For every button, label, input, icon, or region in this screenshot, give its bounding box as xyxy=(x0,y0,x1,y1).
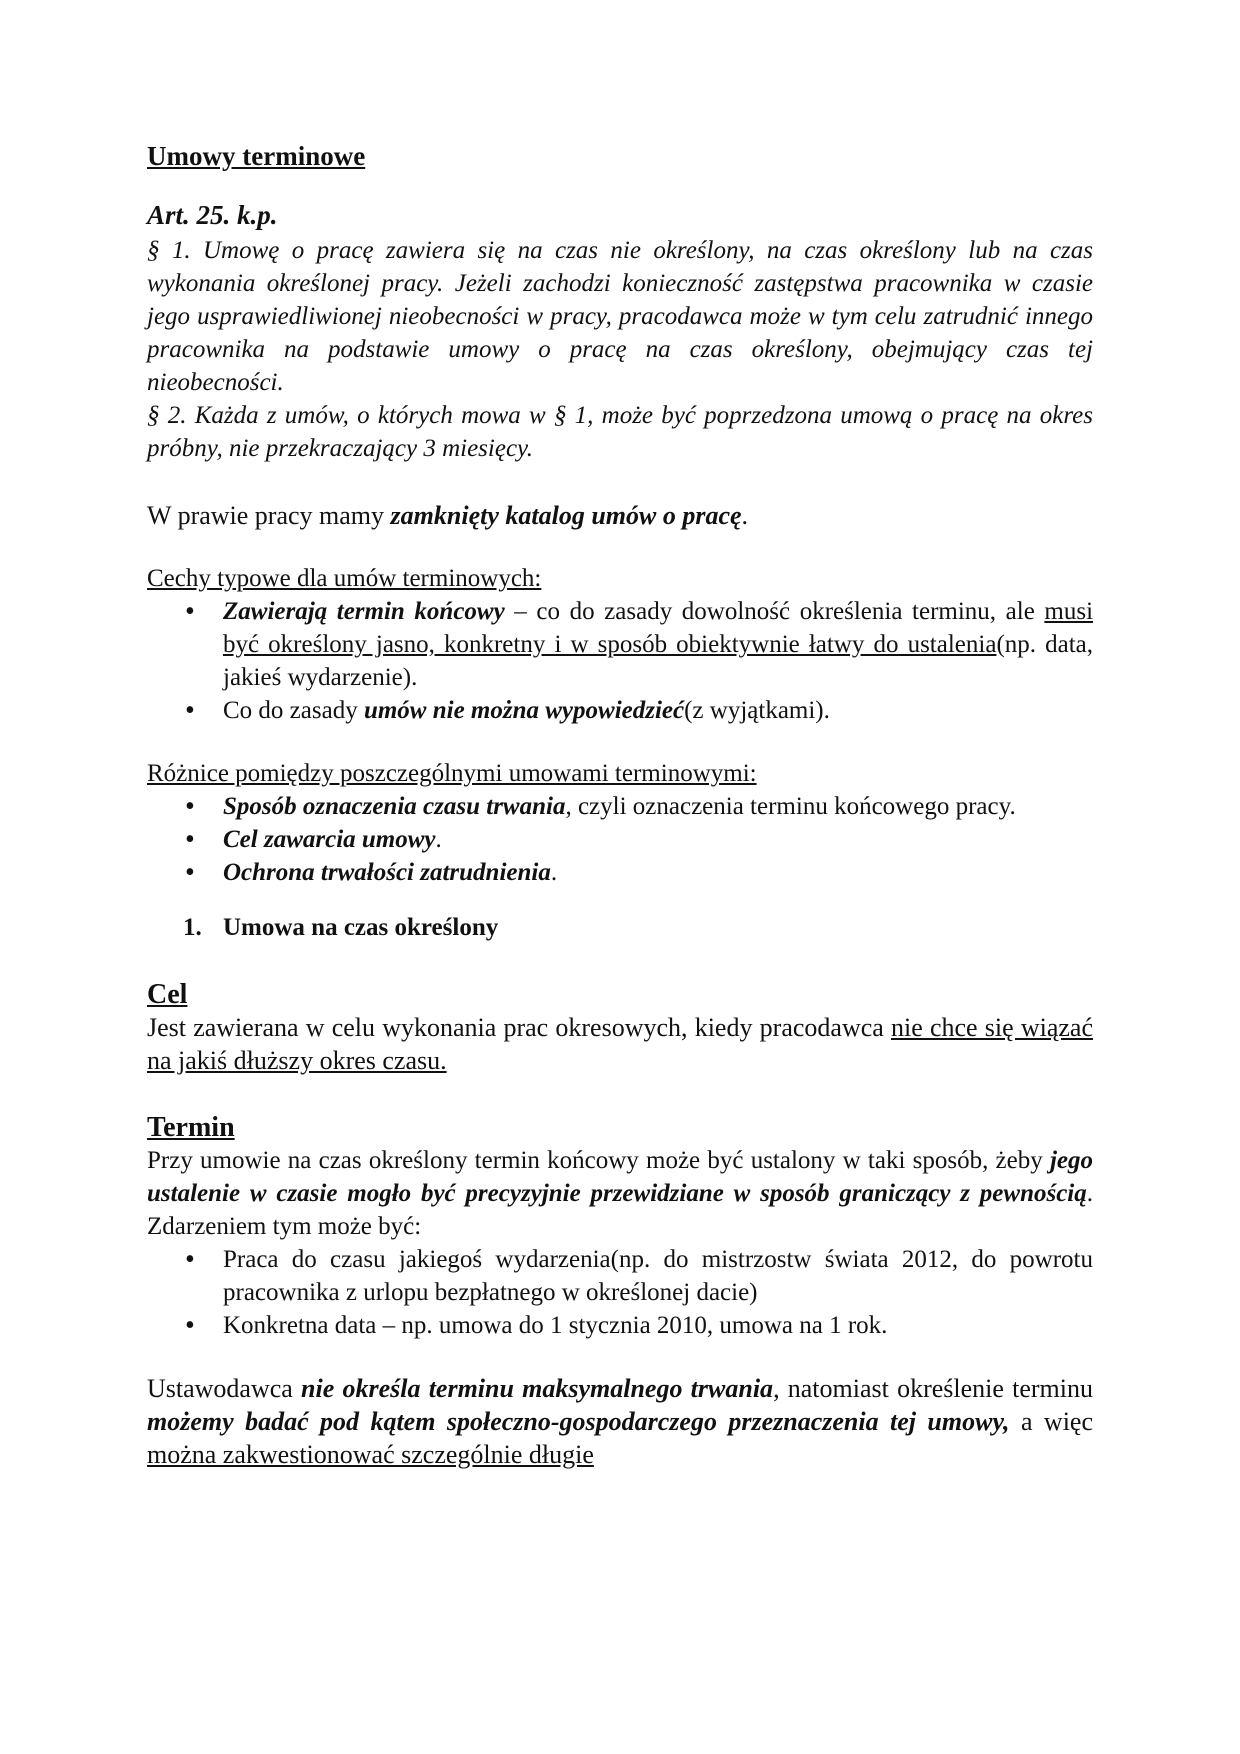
catalog-suffix: . xyxy=(741,501,749,530)
termin-list xyxy=(147,1243,1093,1342)
para-underlined: można zakwestionować szczególnie długie xyxy=(147,1440,594,1469)
para-text: Ustawodawca xyxy=(147,1374,302,1403)
item-label: Umowa na czas określony xyxy=(223,914,499,941)
numbered-item xyxy=(147,911,1093,944)
list-item: • Praca do czasu jakiegoś wydarzenia(np. do mistrzostw świata 2012, do powrotu pracownika z urlopu bezpłatnego w określonej dacie) xyxy=(147,1243,1093,1309)
item-bold: Cel zawarcia umowy xyxy=(223,826,436,853)
para-text: a więc xyxy=(1009,1407,1093,1436)
item-number: 1. xyxy=(183,914,202,941)
item-text: Co do zasady xyxy=(223,697,364,724)
item-text: . xyxy=(435,826,442,853)
termin-paragraph xyxy=(147,1144,1093,1243)
article-paragraph-1: § 1. Umowę o pracę zawiera się na czas nie określony, na czas określony lub na czas wykonania określonej pracy. Jeżeli zachodzi konieczność zastępstwa pracownika w czasie jego usprawiedliwionej nieobecności w pracy, pracodawca może w tym celu zatrudnić innego pracownika na podstawie umowy o pracę na czas określony, obejmujący czas tej nieobecności. xyxy=(147,237,1093,396)
item-bold: Sposób oznaczenia czasu trwania xyxy=(223,793,566,820)
item-text: , czyli oznaczenia terminu końcowego pracy. xyxy=(565,793,1016,820)
differences-list xyxy=(147,790,1093,889)
para-bold: jego ustalenie w czasie mogło być precyzyjnie przewidziane w sposób graniczący z pewnością xyxy=(147,1147,1093,1207)
document-title: Umowy terminowe xyxy=(147,141,366,171)
item-underlined: musi być określony jasno, konkretny i w sposób obiektywnie łatwy do ustalenia xyxy=(223,598,1094,658)
catalog-emphasis: zamknięty katalog umów o pracę xyxy=(390,501,742,530)
article-quote xyxy=(147,199,1093,465)
numbered-list xyxy=(147,911,1093,944)
features-label: Cechy typowe dla umów terminowych: xyxy=(147,565,542,592)
item-text: (np. data, jakieś wydarzenie). xyxy=(223,631,1093,691)
termin-heading: Termin xyxy=(147,1112,235,1143)
list-item xyxy=(147,595,1093,694)
final-paragraph xyxy=(147,1372,1093,1471)
list-item: • Konkretna data – np. umowa do 1 stycznia 2010, umowa na 1 rok. xyxy=(147,1309,1093,1342)
item-bold: Zawierają termin końcowy xyxy=(223,598,505,625)
list-item xyxy=(147,694,1093,727)
cel-heading: Cel xyxy=(147,979,188,1010)
document-page xyxy=(147,140,1093,1471)
para-bold: możemy badać pod kątem społeczno-gospodarczego przeznaczenia tej umowy, xyxy=(147,1407,1010,1436)
para-underlined: nie chce się wiązać na jakiś dłuższy okres czasu. xyxy=(147,1013,1093,1075)
differences-label: Różnice pomiędzy poszczególnymi umowami terminowymi: xyxy=(147,760,757,787)
features-list xyxy=(147,595,1093,727)
para-text: Jest zawierana w celu wykonania prac okresowych, kiedy pracodawca xyxy=(147,1013,891,1042)
para-text: . Zdarzeniem tym może być: xyxy=(147,1180,1093,1240)
cel-paragraph xyxy=(147,1011,1093,1077)
article-paragraph-2: § 2. Każda z umów, o których mowa w § 1, może być poprzedzona umową o pracę na okres próbny, nie przekraczający 3 miesięcy. xyxy=(147,402,1093,462)
para-text: Przy umowie na czas określony termin końcowy może być ustalony w taki sposób, żeby xyxy=(147,1147,1050,1174)
list-item xyxy=(147,790,1093,823)
item-text: – co do zasady dowolność określenia terminu, ale xyxy=(504,598,1045,625)
item-text: . xyxy=(550,859,558,886)
item-bold: Ochrona trwałości zatrudnienia xyxy=(223,859,551,886)
para-bold: nie określa terminu maksymalnego trwania xyxy=(301,1374,774,1403)
catalog-prefix: W prawie pracy mamy xyxy=(147,501,391,530)
catalog-sentence xyxy=(147,499,1093,532)
para-text: , natomiast określenie terminu xyxy=(773,1374,1093,1403)
list-item xyxy=(147,823,1093,856)
item-bold: umów nie można wypowiedzieć xyxy=(363,697,685,724)
article-heading: Art. 25. k.p. xyxy=(147,200,278,230)
list-item xyxy=(147,856,1093,889)
item-text: (z wyjątkami). xyxy=(684,697,830,724)
